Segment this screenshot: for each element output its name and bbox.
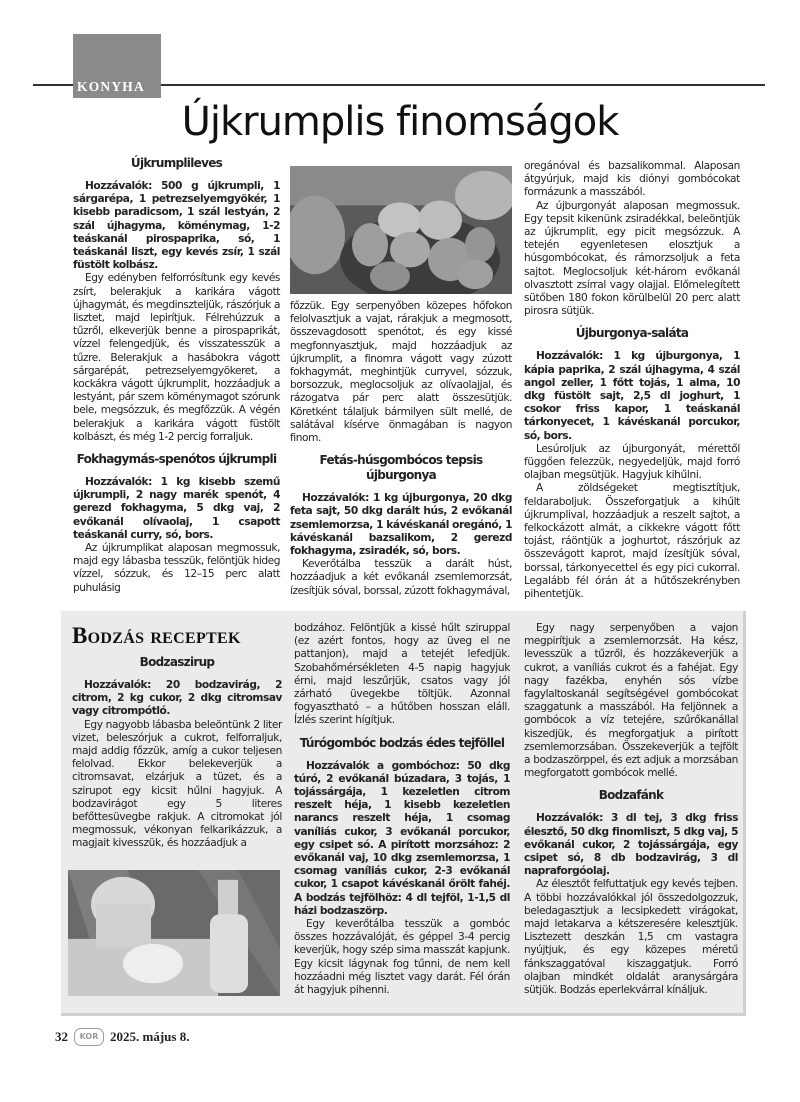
recipe-title: Túrógombóc bodzás édes tejföllel xyxy=(299,735,505,750)
ingredients: Hozzávalók: 500 g újkrumpli, 1 sárgarépa, 1 petrezselyemgyökér, 1 kisebb paradicsom, 1 szál lestyán, 2 szál újhagyma, köménymag, 1-2 teáskanál pirospaprika, só, 1 teáskanál liszt, egy kevés zsír, 1 szál füstölt kolbász. xyxy=(73,180,280,272)
recipe-text: Egy nagyobb lábasba beleöntünk 2 liter vizet, beleszórjuk a cukrot, felforraljuk, majd addig főzzük, amíg a cukor teljesen felolvad. Ekkor belekeverjük a citromsavat, elzárjuk a tüzet, és a szirupot egy kicsit hűlni hagyjuk. A bodzavirágot egy 5 literes befőttesüvegbe rakjuk. A citromokat jól megmossuk, vékonyan felkarikázzuk, a magjait kivesszük, és hozzáadjuk a xyxy=(72,718,283,850)
ingredients: Hozzávalók: 1 kg újburgonya, 1 kápia paprika, 2 szál újhagyma, 4 szál angol zeller, 1 főtt tojás, 1 alma, 10 dkg füstölt sajt, 2,5 dl joghurt, 1 csokor friss kapor, 1 teáskanál tárkonyecet, 1 kávéskanál porcukor, só, bors. xyxy=(524,350,740,442)
ingredients: Hozzávalók: 3 dl tej, 3 dkg friss élesztő, 50 dkg finomliszt, 5 dkg vaj, 5 evőkanál cukor, 2 tojássárgája, egy csipet só, 8 db bodzavirág, 3 dl napraforgóolaj. xyxy=(524,812,738,878)
ingredients: Hozzávalók: 20 bodzavirág, 2 citrom, 2 kg cukor, 2 dkg citromsav vagy citrompótló. xyxy=(72,679,282,718)
recipe-text: Az újburgonyát alaposan megmossuk. Egy tepsit kikenünk zsiradékkal, beleöntjük az újkrumplit, egy picit megsózzuk. A tetején egyenletesen elosztjuk a húsgombócokat, és rámorzsoljuk a feta sajtot. Meglocsoljuk két-három evőkanál olvasztott zsírral vagy olajjal. Előmelegített sütőben 180 fokon körülbelül 20 perc alatt pirosra sütjük. xyxy=(524,199,740,318)
recipe-text: A zöldségeket megtisztítjuk, feldaraboljuk. Összeforgatjuk a kihűlt újkrumplival, hozzáadjuk a reszelt sajtot, a felkockázott almát, a cikkekre vágott főtt tojást, ráöntjük a joghurtot, rászórjuk az összevágott kaprot, majd ízesítjük sóval, borssal, tárkonyecettel és egy pici cukorral. Legalább fél órán át a hűtőszekrényben pihentetjük. xyxy=(524,482,740,601)
recipe-text: Egy keverőtálba tesszük a gombóc összes hozzávalóját, és géppel 3-4 percig keverjük, hogy szép sima masszát kapjunk. Egy kicsit lágynak fog tűnni, de nem kell hozzáadni még lisztet vagy darát. Fél órán át hagyjuk pihenni. xyxy=(294,918,510,997)
ingredients: Hozzávalók: 1 kg kisebb szemű újkrumpli, 2 nagy marék spenót, 4 gerezd fokhagyma, 5 dkg vaj, 2 evőkanál olívaolaj, 1 csapott teáskanál curry, só, bors. xyxy=(73,476,280,541)
page-number: 32 xyxy=(55,1029,68,1044)
recipe-title: Fetás-húsgombócos tepsis újburgonya xyxy=(319,453,483,483)
page-footer xyxy=(55,1028,189,1046)
column-2 xyxy=(290,300,512,598)
page-title: Újkrumplis finomságok xyxy=(181,99,619,145)
section-tag xyxy=(73,34,161,98)
column-1 xyxy=(73,156,280,595)
section-tag-label: KONYHA xyxy=(77,79,145,94)
recipe-text: Az élesztőt felfuttatjuk egy kevés tejben. A többi hozzávalókkal jól összedolgozzuk, beledagasztjuk a lecsipkedett virágokat, majd letakarva a kétszeresére kelesztjük. Lisztezett deszkán 1,5 cm vastagra nyújtjuk, és egy közepes méretű fánkszaggatóval kiszaggatjuk. Forró olajban mindkét oldalát aranysárgára sütjük. Bodzás eperlekvárral kínáljuk. xyxy=(524,878,738,997)
recipe-text: Egy edényben felforrósítunk egy kevés zsírt, belerakjuk a karikára vágott újhagymát, és megdinszteljük, rászórjuk a lisztet, majd lepirítjuk. Félrehúzzuk a tűzről, elkeverjük benne a pirospaprikát, vízzel felengedjük, és visszatesszük a tűzre. Belerakjuk a hasábokra vágott sárgarépát, petrezselyemgyökeret, a kockákra vágott újkrumplit, hozzáadjuk a lestyánt, pár szem köménymagot szórunk bele, megsózzuk, és megfőzzük. A végén belerakjuk a karikára vágott füstölt kolbászt, és még 1-2 percig forraljuk. xyxy=(73,272,280,443)
recipe-text: Lesúroljuk az újburgonyát, mérettől függően felezzük, negyedeljük, majd forró olajban megsütjük. Hagyjuk kihűlni. xyxy=(524,442,740,482)
box-column-2 xyxy=(294,622,510,997)
elderflower-syrup-photo xyxy=(68,870,280,996)
column-3 xyxy=(524,160,740,601)
recipe-text: Az újkrumplikat alaposan megmossuk, majd egy lábasba tesszük, felöntjük hideg vízzel, sózzuk, és 12–15 perc alatt puhulásig xyxy=(73,542,280,594)
box-column-3 xyxy=(524,622,738,997)
recipe-title: Újkrumplileves xyxy=(130,156,223,170)
magazine-logo: KOR xyxy=(74,1028,104,1046)
potato-photo xyxy=(290,166,512,294)
ingredients: Hozzávalók a gombóchoz: 50 dkg túró, 2 evőkanál búzadara, 3 tojás, 1 tojássárgája, 1 kezeletlen citrom reszelt héja, 1 kisebb kezeletlen narancs reszelt héja, 1 csomag vaníliás cukor, 3 evőkanál porcukor, egy csipet só. A pirított morzsához: 2 evőkanál vaj, 10 dkg zsemlemorzsa, 1 csomag vaníliás cukor, 2-3 evőkanál cukor, 1 csapot kávéskanál őrölt fahéj. A bodzás tejfölhöz: 4 dl tejföl, 1-1,5 dl házi bodzaszörp. xyxy=(294,759,510,917)
recipe-text: Keverőtálba tesszük a darált húst, hozzáadjuk a két evőkanál zsemlemorzsát, ízesítjük sóval, borssal, zúzott fokhagymával, xyxy=(290,558,512,597)
box-title: Bodzás receptek xyxy=(72,623,241,648)
ingredients: Hozzávalók: 1 kg újburgonya, 20 dkg feta sajt, 50 dkg darált hús, 2 evőkanál zsemlemorzsa, 1 kávéskanál oregánó, 1 kávéskanál bazsalikom, 2 gerezd fokhagyma, zsiradék, só, bors. xyxy=(290,492,512,558)
recipe-title: Bodzafánk xyxy=(598,788,664,803)
recipe-title: Fokhagymás-spenótos újkrumpli xyxy=(76,452,277,467)
recipe-title: Újburgonya-saláta xyxy=(575,326,689,341)
issue-date: 2025. május 8. xyxy=(110,1029,190,1044)
recipe-text: főzzük. Egy serpenyőben közepes hőfokon felolvasztjuk a vajat, rárakjuk a megmosott, összevagdosott spenótot, és egy kissé megfonnyasztjuk, majd hozzáadjuk az újkrumplit, a finomra vágott vagy zúzott fokhagymát, meghintjük curryvel, sózzuk, borsozzuk, meglocsoljuk az olívaolajjal, és rázogatva pár perc alatt összesütjük. Köretként tálaljuk bármilyen sült mellé, de salátával kísérve önmagában is nagyon finom. xyxy=(290,300,512,445)
recipe-text: bodzához. Felöntjük a kissé hűlt sziruppal (ez azért fontos, hogy az üveg el ne pattanjon), majd a tetejét lefedjük. Szobahőmérsékleten 4-5 napig hagyjuk érni, majd leszűrjük, csatos vagy jól zárható üvegekbe töltjük. Azonnal fogyasztható – a hűtőben hosszan eláll. Ízlés szerint hígítjuk. xyxy=(294,622,510,727)
recipe-text: Egy nagy serpenyőben a vajon megpirítjuk a zsemlemorzsát. Ha kész, levesszük a tűzről, és hozzákeverjük a cukrot, a vaníliás cukrot és a fahéjat. Egy nagy fazékba, enyhén sós vízbe fagylaltoskanál segítségével gombócokat szaggatunk a masszából. Ha feljönnek a gombócok a víz tetejére, szűrőkanállal kiszedjük, és megforgatjuk a pirított zsemlemorzsában. Összekeverjük a tejfölt a bodzaszörppel, és ezt adjuk a morzsában megforgatott gombócok mellé. xyxy=(524,622,738,780)
recipe-text: oregánóval és bazsalikommal. Alaposan átgyúrjuk, majd kis diónyi gombócokat formázunk a masszából. xyxy=(524,160,740,199)
box-column-1 xyxy=(72,655,282,851)
recipe-title: Bodzaszirup xyxy=(139,655,215,669)
